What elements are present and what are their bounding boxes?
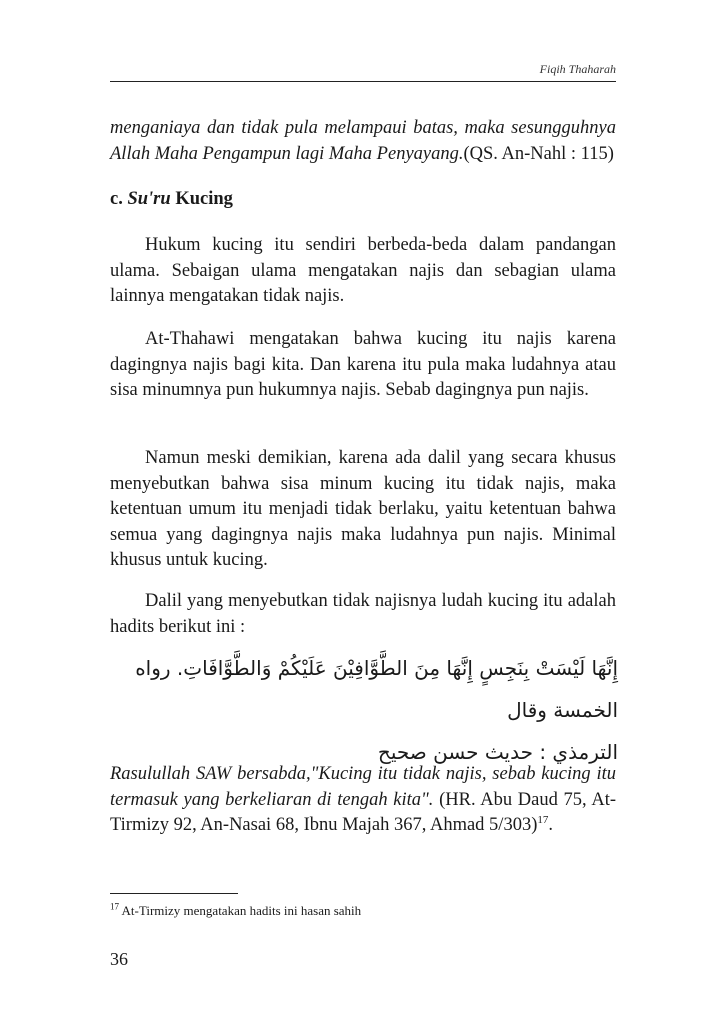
paragraph: Namun meski demikian, karena ada dalil yang secara khusus menyebutkan bahwa sisa minum kucing itu tidak najis, maka ketentuan umum itu menjadi tidak berlaku, yaitu ketentuan bahwa semua yang dagingnya najis maka ludahnya pun najis. Minimal khusus untuk kucing. [110, 448, 616, 570]
translation-citation: (HR. Abu Daud 75, At-Tirmizy 92, An-Nasai 68, Ibnu Majah 367, Ahmad 5/303) [110, 789, 616, 835]
arabic-line: الترمذي : حديث حسن صحيح [377, 740, 618, 764]
section-term: Su'ru [127, 189, 171, 209]
quote-citation: (QS. An-Nahl : 115) [463, 143, 614, 164]
footnote [110, 903, 361, 919]
footnote-rule [110, 893, 238, 894]
footnote-number: 17 [110, 901, 119, 912]
hadith-translation: Rasulullah SAW bersabda,"Kucing itu tidak najis, sebab kucing itu termasuk yang berkeliaran di tengah kita". (HR. Abu Daud 75, At-Tirmizy 92, An-Nasai 68, Ibnu Majah 367, Ahmad 5/303)$^{17}$. [110, 764, 616, 835]
paragraph: Dalil yang menyebutkan tidak najisnya ludah kucing itu adalah hadits berikut ini : [110, 591, 616, 637]
page-number: 36 [110, 949, 128, 969]
section-title: Kucing [175, 189, 233, 209]
translation-text: Rasulullah SAW bersabda,"Kucing itu tidak najis, sebab kucing itu termasuk yang berkeliaran di tengah kita". [110, 764, 616, 810]
header-rule [110, 81, 616, 82]
continued-quote [110, 116, 616, 167]
paragraph: Hukum kucing itu sendiri berbeda-beda dalam pandangan ulama. Sebaigan ulama mengatakan najis dan sebagian ulama lainnya mengatakan tidak najis. [110, 235, 616, 306]
quote-text: menganiaya dan tidak pula melampaui batas, maka sesungguhnya Allah Maha Pengampun lagi Maha Penyayang. [110, 118, 616, 164]
paragraph: At-Thahawi mengatakan bahwa kucing itu najis karena dagingnya najis bagi kita. Dan karena itu pula maka ludahnya atau sisa minumnya pun hukumnya najis. Sebab dagingnya pun najis. [110, 329, 616, 400]
arabic-line: إِنَّهَا لَيْسَتْ بِنَجِسٍ إِنَّهَا مِنَ الطَّوَّافِيْنَ عَلَيْكُمْ وَالطَّوَّافَاتِ. رواه الخمسة وقال [135, 656, 618, 722]
footnote-ref[interactable]: 17 [537, 813, 549, 826]
section-label: c. [110, 189, 123, 209]
footnote-text: At-Tirmizy mengatakan hadits ini hasan sahih [121, 903, 362, 918]
arabic-hadith [108, 647, 618, 773]
running-header: Fiqih Thaharah [539, 62, 616, 76]
section-heading [110, 187, 616, 213]
